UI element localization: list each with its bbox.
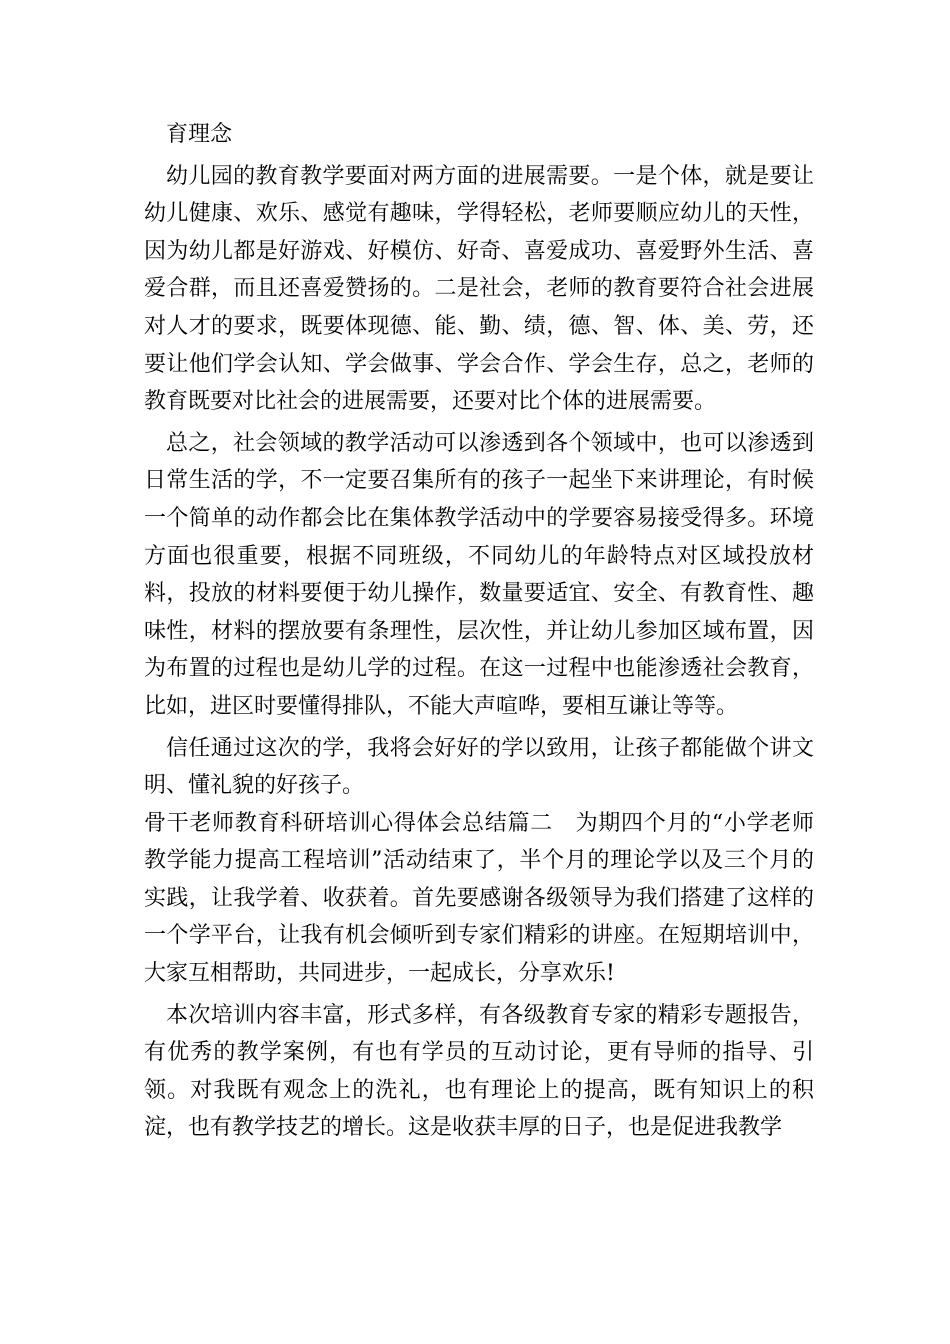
document-body [144, 116, 814, 1151]
paragraph-section-heading: 育理念 [166, 122, 233, 147]
paragraph-social-domain: 总之，社会领域的教学活动可以渗透到各个领域中，也可以渗透到日常生活的学，不一定要召集所有的孩子一起坐下来讲理论，有时候一个简单的动作都会比在集体教学活动中的学要容易接受得多。环境方面也很重要，根据不同班级，不同幼儿的年龄特点对区域投放材料，投放的材料要便于幼儿操作，数量要适宜、安全、有教育性、趣味性，材料的摆放要有条理性，层次性，并让幼儿参加区域布置，因为布置的过程也是幼儿学的过程。在这一过程中也能渗透社会教育，比如，进区时要懂得排队，不能大声喧哗，要相互谦让等等。 [144, 430, 814, 719]
paragraph-development-needs: 幼儿园的教育教学要面对两方面的进展需要。一是个体，就是要让幼儿健康、欢乐、感觉有趣味，学得轻松，老师要顺应幼儿的天性，因为幼儿都是好游戏、好模仿、好奇、喜爱成功、喜爱野外生活、喜爱合群，而且还喜爱赞扬的。二是社会，老师的教育要符合社会进展对人才的要求，既要体现德、能、勤、绩，德、智、体、美、劳，还要让他们学会认知、学会做事、学会合作、学会生存，总之，老师的教育既要对比社会的进展需要，还要对比个体的进展需要。 [144, 163, 814, 415]
paragraph-article-two-intro: 骨干老师教育科研培训心得体会总结篇二 为期四个月的“小学老师教学能力提高工程培训”活动结束了，半个月的理论学以及三个月的实践，让我学着、收获着。首先要感谢各级领导为我们搭建了这样的一个学平台，让我有机会倾听到专家们精彩的讲座。在短期培训中，大家互相帮助，共同进步，一起成长，分享欢乐! [144, 810, 814, 987]
paragraph-apply-learning: 信任通过这次的学，我将会好好的学以致用，让孩子都能做个讲文明、懂礼貌的好孩子。 [144, 735, 814, 799]
paragraph-training-content: 本次培训内容丰富，形式多样，有各级教育专家的精彩专题报告，有优秀的教学案例，有也有学员的互动讨论，更有导师的指导、引领。对我既有观念上的洗礼，也有理论上的提高，既有知识上的积淀，也有教学技艺的增长。这是收获丰厚的日子，也是促进我教学 [144, 1002, 814, 1141]
